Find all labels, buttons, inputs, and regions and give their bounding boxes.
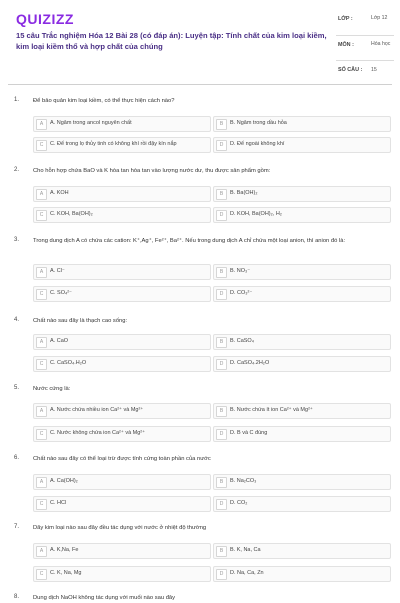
- option-letter: A: [36, 477, 47, 488]
- option-letter: D: [216, 429, 227, 440]
- option-text: D. Na, Ca, Zn: [230, 570, 264, 576]
- option-a[interactable]: [33, 334, 211, 350]
- option-d[interactable]: [213, 207, 391, 223]
- option-a[interactable]: [33, 186, 211, 202]
- option-b[interactable]: [213, 334, 391, 350]
- option-d[interactable]: [213, 137, 391, 153]
- option-b[interactable]: [213, 186, 391, 202]
- option-letter: A: [36, 337, 47, 348]
- option-a[interactable]: [33, 543, 211, 559]
- question-text: Nước cứng là:: [33, 386, 71, 392]
- option-letter: D: [216, 289, 227, 300]
- option-text: A. Ngâm trong ancol nguyên chất: [50, 120, 132, 126]
- subject-label: MÔN :: [338, 42, 354, 48]
- quizizz-logo: [16, 11, 88, 28]
- option-text: C. KOH, Ba(OH)₂: [50, 211, 93, 217]
- option-letter: D: [216, 210, 227, 221]
- question-number: 7.: [14, 524, 20, 530]
- option-letter: C: [36, 210, 47, 221]
- option-text: C. Để trong lọ thủy tinh có không khí rồi đậy kín nắp: [50, 141, 177, 147]
- question-number: 6.: [14, 455, 20, 461]
- option-text: C. HCl: [50, 500, 67, 506]
- option-letter: C: [36, 499, 47, 510]
- option-d[interactable]: [213, 286, 391, 302]
- count-label: SỐ CÂU :: [338, 67, 363, 73]
- option-letter: C: [36, 429, 47, 440]
- option-letter: A: [36, 119, 47, 130]
- option-letter: A: [36, 189, 47, 200]
- option-a[interactable]: [33, 474, 211, 490]
- option-letter: B: [216, 337, 227, 348]
- option-c[interactable]: [33, 286, 211, 302]
- question-number: 8.: [14, 594, 20, 600]
- option-text: D. Để ngoài không khí: [230, 141, 285, 147]
- option-letter: C: [36, 569, 47, 580]
- option-letter: D: [216, 140, 227, 151]
- option-letter: C: [36, 289, 47, 300]
- option-text: D. CO₂: [230, 500, 248, 506]
- option-letter: B: [216, 546, 227, 557]
- option-text: A. Nước chứa nhiều ion Ca²⁺ và Mg²⁺: [50, 407, 144, 413]
- option-text: B. Ngâm trong dầu hỏa: [230, 120, 287, 126]
- option-c[interactable]: [33, 496, 211, 512]
- option-text: B. CaSO₄: [230, 338, 254, 344]
- grade-value: Lớp 12: [371, 15, 388, 21]
- question-text: Chất nào sau đây có thể loại trừ được tính cứng toàn phần của nước: [33, 456, 211, 462]
- option-a[interactable]: [33, 264, 211, 280]
- option-text: B. Ba(OH)₂: [230, 190, 258, 196]
- option-text: B. Nước chứa ít ion Ca²⁺ và Mg²⁺: [230, 407, 313, 413]
- option-letter: B: [216, 189, 227, 200]
- question-number: 4.: [14, 317, 20, 323]
- option-letter: B: [216, 119, 227, 130]
- option-text: C. K, Na, Mg: [50, 570, 82, 576]
- question-text: Để bảo quản kim loại kiềm, có thể thực hiện cách nào?: [33, 98, 175, 104]
- option-d[interactable]: [213, 426, 391, 442]
- option-text: A. KOH: [50, 190, 69, 196]
- question-text: Dãy kim loại nào sau đây đều tác dụng với nước ở nhiệt độ thường: [33, 525, 207, 531]
- meta-divider: [336, 35, 394, 36]
- option-b[interactable]: [213, 543, 391, 559]
- option-letter: C: [36, 359, 47, 370]
- question-number: 3.: [14, 237, 20, 243]
- option-text: D. CO₃²⁻: [230, 290, 253, 296]
- option-b[interactable]: [213, 403, 391, 419]
- option-letter: B: [216, 477, 227, 488]
- option-text: A. K,Na, Fe: [50, 547, 79, 553]
- question-text: Dung dịch NaOH không tác dụng với muối nào sau đây: [33, 595, 176, 601]
- option-c[interactable]: [33, 426, 211, 442]
- option-text: D. KOH, Ba(OH)₂, H₂: [230, 211, 282, 217]
- option-letter: D: [216, 569, 227, 580]
- option-d[interactable]: [213, 566, 391, 582]
- option-b[interactable]: [213, 264, 391, 280]
- question-number: 2.: [14, 167, 20, 173]
- subject-value: Hóa học: [371, 41, 391, 47]
- option-d[interactable]: [213, 356, 391, 372]
- option-a[interactable]: [33, 403, 211, 419]
- option-letter: C: [36, 140, 47, 151]
- logo-text: QUIZIZZ: [16, 11, 74, 27]
- meta-divider: [336, 60, 394, 61]
- option-letter: A: [36, 546, 47, 557]
- option-letter: B: [216, 267, 227, 278]
- option-text: B. NO₃⁻: [230, 268, 251, 274]
- option-c[interactable]: [33, 566, 211, 582]
- option-letter: D: [216, 359, 227, 370]
- option-text: C. SO₄²⁻: [50, 290, 72, 296]
- grade-label: LỚP :: [338, 16, 353, 22]
- question-text: Chất nào sau đây là thạch cao sống:: [33, 318, 128, 324]
- option-letter: B: [216, 406, 227, 417]
- document-title: 15 câu Trắc nghiệm Hóa 12 Bài 28 (có đáp án): Luyện tập: Tính chất của kim loại kiềm, kim loại kiềm thổ và hợp chất của chúng: [16, 31, 327, 51]
- option-text: A. CaO: [50, 338, 69, 344]
- option-a[interactable]: [33, 116, 211, 132]
- option-letter: D: [216, 499, 227, 510]
- option-text: B. Na₂CO₃: [230, 478, 257, 484]
- option-text: D. B và C đúng: [230, 430, 268, 436]
- option-c[interactable]: [33, 356, 211, 372]
- count-value: 15: [371, 67, 377, 73]
- option-b[interactable]: [213, 474, 391, 490]
- option-text: B. K, Na, Ca: [230, 547, 261, 553]
- header-divider: [8, 84, 392, 85]
- option-text: A. Cl⁻: [50, 268, 65, 274]
- option-letter: A: [36, 267, 47, 278]
- question-text: Cho hỗn hợp chứa BaO và K hòa tan hòa tan vào lượng nước dư, thu được sản phẩm gồm:: [33, 168, 271, 174]
- option-text: A. Ca(OH)₂: [50, 478, 78, 484]
- question-number: 5.: [14, 385, 20, 391]
- option-b[interactable]: [213, 116, 391, 132]
- question-text: Trong dung dịch A có chứa các cation: K⁺,Ag⁺, Fe²⁺, Ba²⁺. Nếu trong dung dịch A chỉ chứa một loại anion, thì anion đó là:: [33, 238, 346, 244]
- option-c[interactable]: [33, 137, 211, 153]
- option-text: C. CaSO₄.H₂O: [50, 360, 87, 366]
- question-number: 1.: [14, 97, 20, 103]
- document-header: [0, 0, 400, 80]
- option-c[interactable]: [33, 207, 211, 223]
- option-text: C. Nước không chứa ion Ca²⁺ và Mg²⁺: [50, 430, 146, 436]
- option-d[interactable]: [213, 496, 391, 512]
- option-text: D. CaSO₄.2H₂O: [230, 360, 270, 366]
- option-letter: A: [36, 406, 47, 417]
